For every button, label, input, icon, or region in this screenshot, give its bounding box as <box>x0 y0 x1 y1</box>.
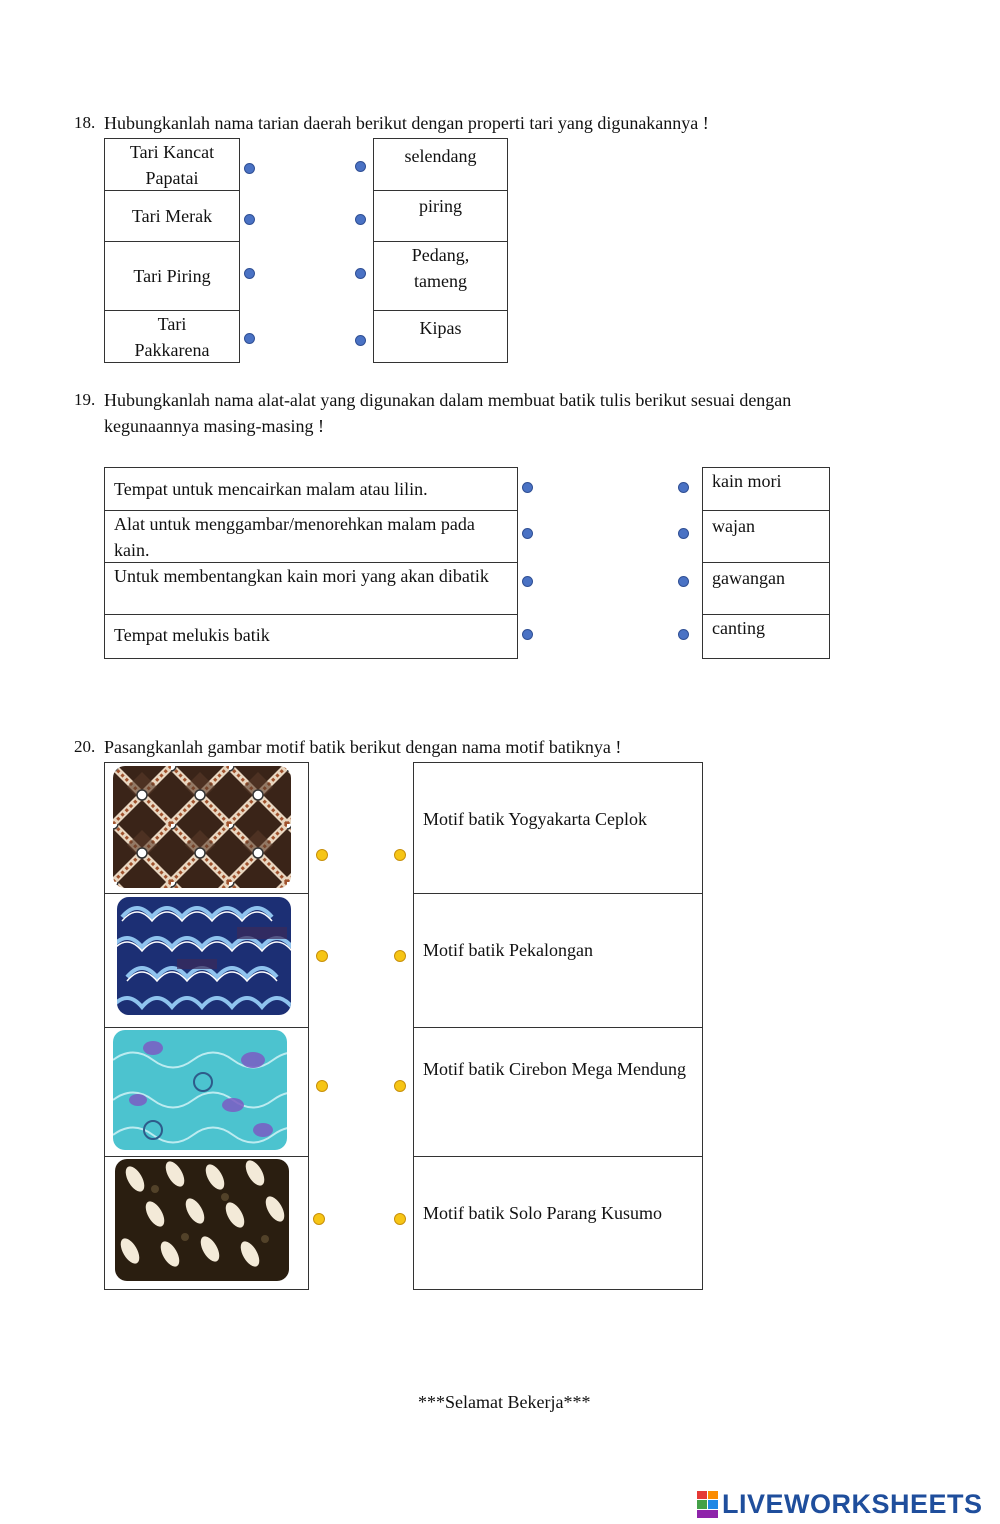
q19-left-cell-4: Tempat melukis batik <box>104 614 518 659</box>
q18-right-connector-dot-4[interactable] <box>355 335 366 346</box>
liveworksheets-wordmark: LIVEWORKSHEETS <box>722 1489 983 1519</box>
q20-right-cell-2: Motif batik Pekalongan <box>413 893 703 1028</box>
q20-left-connector-dot-1[interactable] <box>316 849 328 861</box>
q20-right-cell-1: Motif batik Yogyakarta Ceplok <box>413 762 703 894</box>
q19-left-connector-dot-1[interactable] <box>522 482 533 493</box>
q20-right-connector-dot-1[interactable] <box>394 849 406 861</box>
batik-kawung-image <box>113 766 291 888</box>
q20-right-connector-dot-2[interactable] <box>394 950 406 962</box>
batik-parang-image <box>115 1159 289 1281</box>
q20-left-connector-dot-4[interactable] <box>313 1213 325 1225</box>
q19-left-connector-dot-3[interactable] <box>522 576 533 587</box>
q20-right-cell-3: Motif batik Cirebon Mega Mendung <box>413 1027 703 1157</box>
liveworksheets-badge-icon <box>697 1491 719 1519</box>
q19-question-text: Hubungkanlah nama alat-alat yang digunakan dalam membuat batik tulis berikut sesuai dengan kegunaannya masing-masing ! <box>104 390 792 436</box>
q18-number: 18. <box>74 113 96 132</box>
liveworksheets-logo[interactable] <box>697 1489 983 1520</box>
q19-number: 19. <box>74 390 96 409</box>
q18-right-connector-dot-1[interactable] <box>355 161 366 172</box>
q18-left-cell-1: Tari Kancat Papatai <box>104 138 240 191</box>
q20-right-connector-dot-4[interactable] <box>394 1213 406 1225</box>
q19-left-connector-dot-2[interactable] <box>522 528 533 539</box>
q18-left-cell-3: Tari Piring <box>104 241 240 311</box>
q19-right-cell-1: kain mori <box>702 467 830 511</box>
q19-right-cell-2: wajan <box>702 510 830 563</box>
q18-right-connector-dot-3[interactable] <box>355 268 366 279</box>
q19-left-cell-3: Untuk membentangkan kain mori yang akan dibatik <box>104 562 518 615</box>
q18-right-cell-4: Kipas <box>373 310 508 363</box>
q18-left-connector-dot-2[interactable] <box>244 214 255 225</box>
batik-mega-mendung-image <box>117 897 291 1015</box>
q18-left-cell-2: Tari Merak <box>104 190 240 242</box>
q19-left-cell-1: Tempat untuk mencairkan malam atau lilin. <box>104 467 518 511</box>
q18-question-text: Hubungkanlah nama tarian daerah berikut dengan properti tari yang digunakannya ! <box>104 113 709 133</box>
q18-left-cell-4: Tari Pakkarena <box>104 310 240 363</box>
q20-right-cell-4: Motif batik Solo Parang Kusumo <box>413 1156 703 1290</box>
q18-left-connector-dot-3[interactable] <box>244 268 255 279</box>
q18-left-connector-dot-4[interactable] <box>244 333 255 344</box>
q19-right-connector-dot-2[interactable] <box>678 528 689 539</box>
q20-right-connector-dot-3[interactable] <box>394 1080 406 1092</box>
q19-right-cell-4: canting <box>702 614 830 659</box>
q18-right-cell-3: Pedang, tameng <box>373 241 508 311</box>
q20-number: 20. <box>74 737 96 756</box>
q19-right-connector-dot-1[interactable] <box>678 482 689 493</box>
batik-floral-turquoise-image <box>113 1030 287 1150</box>
q19-left-cell-2: Alat untuk menggambar/menorehkan malam pada kain. <box>104 510 518 563</box>
q20-question-text: Pasangkanlah gambar motif batik berikut dengan nama motif batiknya ! <box>104 737 622 757</box>
q19-right-connector-dot-4[interactable] <box>678 629 689 640</box>
q20-left-connector-dot-3[interactable] <box>316 1080 328 1092</box>
q18-left-connector-dot-1[interactable] <box>244 163 255 174</box>
q19-right-connector-dot-3[interactable] <box>678 576 689 587</box>
q19-left-connector-dot-4[interactable] <box>522 629 533 640</box>
q19-right-cell-3: gawangan <box>702 562 830 615</box>
closing-message: ***Selamat Bekerja*** <box>418 1392 591 1412</box>
q18-right-cell-1: selendang <box>373 138 508 191</box>
q18-right-cell-2: piring <box>373 190 508 242</box>
q18-right-connector-dot-2[interactable] <box>355 214 366 225</box>
q20-left-connector-dot-2[interactable] <box>316 950 328 962</box>
